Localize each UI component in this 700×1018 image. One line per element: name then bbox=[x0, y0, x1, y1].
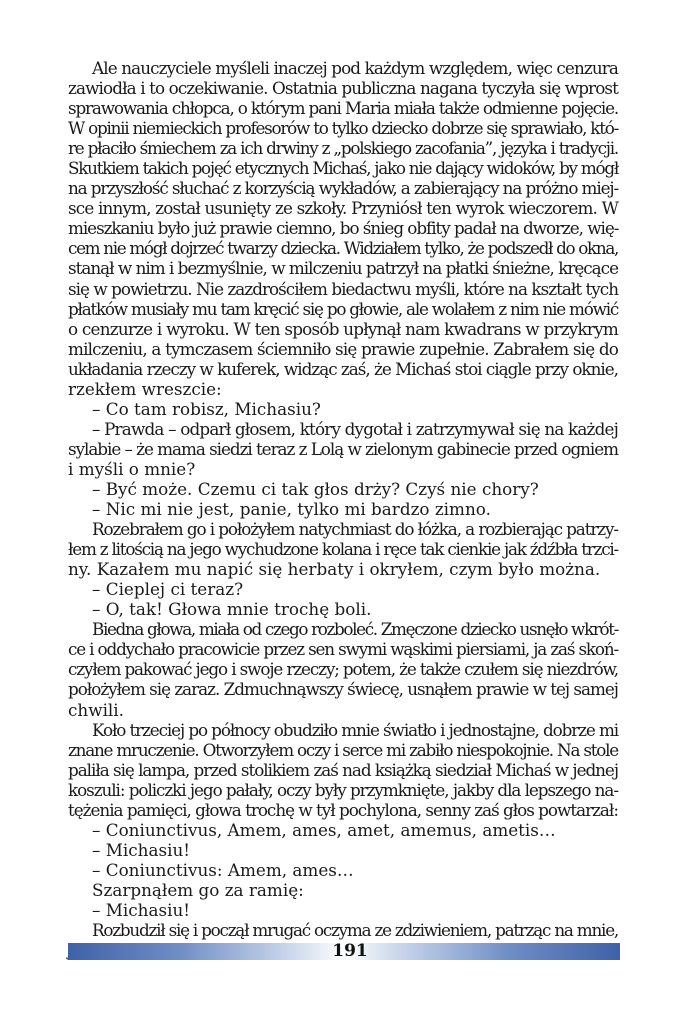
text-line: stanął w nim i bezmyślnie, w milczeniu patrzył na płatki śnieżne, kręcące bbox=[68, 258, 618, 279]
text-line: paliła się lampa, przed stolikiem zaś nad książką siedział Michaś w jednej bbox=[68, 759, 618, 780]
text-line: chwili. bbox=[68, 699, 125, 720]
page-number: 191 bbox=[332, 941, 368, 961]
text-line: mieszkaniu było już prawie ciemno, bo śnieg obfity padał na dworze, wię- bbox=[68, 218, 619, 239]
text-line: Rozebrałem go i położyłem natychmiast do łóżka, a rozbierając patrzy- bbox=[92, 519, 618, 540]
text-line: na przyszłość słuchać z korzyścią wykładów, a zabierający na próżno miej- bbox=[68, 178, 618, 199]
text-line: układania rzeczy w kuferek, widząc zaś, że Michaś stoi ciągle przy oknie, bbox=[68, 358, 618, 379]
text-line: – Co tam robisz, Michasiu? bbox=[92, 398, 321, 419]
text-line: o cenzurze i wyroku. W ten sposób upłynął nam kwadrans w przykrym bbox=[68, 318, 619, 339]
text-line: tężenia pamięci, głowa trochę w tył pochylona, senny zaś głos powtarzał: bbox=[68, 799, 618, 820]
text-line: ce i oddychało pracowicie przez sen swymi wąskimi piersiami, ja zaś skoń- bbox=[68, 639, 619, 660]
text-line: Skutkiem takich pojęć etycznych Michaś, jako nie dający widoków, by mógł bbox=[68, 158, 619, 179]
text-line: – Coniunctivus, Amem, ames, amet, amemus, ametis… bbox=[92, 819, 556, 840]
text-line: położyłem się zaraz. Zdmuchnąwszy świecę, usnąłem prawie w tej samej bbox=[68, 679, 618, 700]
text-line: – Michasiu! bbox=[92, 839, 191, 860]
text-line: płatków musiały mu tam kręcić się po głowie, ale wolałem z nim nie mówić bbox=[68, 298, 619, 319]
text-line: Koło trzeciej po północy obudziło mnie światło i jednostajne, dobrze mi bbox=[92, 719, 619, 740]
text-line: łem z litością na jego wychudzone kolana i ręce tak cienkie jak źdźbła trzci- bbox=[68, 539, 618, 560]
text-line: – Coniunctivus: Amem, ames… bbox=[92, 859, 354, 880]
text-line: – O, tak! Głowa mnie trochę boli. bbox=[92, 599, 372, 620]
text-line: – Cieplej ci teraz? bbox=[92, 579, 244, 600]
text-line: cem nie mógł dojrzeć twarzy dziecka. Widziałem tylko, że podszedł do okna, bbox=[68, 238, 619, 259]
body-text bbox=[68, 58, 618, 960]
text-line: zawiodła i to oczekiwanie. Ostatnia publiczna nagana tyczyła się wprost bbox=[68, 78, 618, 99]
text-line: – Być może. Czemu ci tak głos drży? Czyś nie chory? bbox=[92, 478, 539, 499]
text-line: W opinii niemieckich profesorów to tylko dziecko dobrze się sprawiało, któ- bbox=[68, 118, 618, 139]
text-line: – Michasiu! bbox=[92, 899, 191, 920]
text-line: – Nic mi nie jest, panie, tylko mi bardzo zimno. bbox=[92, 499, 491, 520]
text-line: ny. Kazałem mu napić się herbaty i okryłem, czym było można. bbox=[68, 559, 601, 580]
text-line: i myśli o mnie? bbox=[68, 458, 196, 479]
text-line: czyłem pakować jego i swoje rzeczy; potem, że także czułem się niezdrów, bbox=[68, 659, 618, 680]
text-line: Biedna głowa, miała od czego rozboleć. Zmęczone dziecko usnęło wkrót- bbox=[92, 619, 618, 640]
text-line: re płaciło śmiechem za ich drwiny z „polskiego zacofania”, języka i tradycji. bbox=[68, 138, 618, 159]
text-line: – Prawda – odparł głosem, który dygotał i zatrzymywał się na każdej bbox=[92, 418, 618, 439]
text-line: rzekłem wreszcie: bbox=[68, 378, 222, 399]
text-line: znane mruczenie. Otworzyłem oczy i serce mi zabiło niespokojnie. Na stole bbox=[68, 739, 618, 760]
text-line: się w powietrzu. Nie zazdrościłem biedactwu myśli, które na kształt tych bbox=[68, 278, 619, 299]
text-line: Szarpnąłem go za ramię: bbox=[92, 879, 304, 900]
text-line: Rozbudził się i począł mrugać oczyma ze zdziwieniem, patrząc na mnie, bbox=[92, 920, 619, 941]
text-line: koszuli: policzki jego pałały, oczy były przymknięte, jakby dla lepszego na- bbox=[68, 779, 618, 800]
text-line: milczeniu, a tymczasem ściemniło się prawie zupełnie. Zabrałem się do bbox=[68, 338, 619, 359]
text-line: sylabie – że mama siedzi teraz z Lolą w zielonym gabinecie przed ogniem bbox=[68, 438, 619, 459]
text-line: sprawowania chłopca, o którym pani Maria miała także odmienne pojęcie. bbox=[68, 98, 619, 119]
text-line: sce innym, został usunięty ze szkoły. Przyniósł ten wyrok wieczorem. W bbox=[68, 198, 618, 219]
text-line: Ale nauczyciele myśleli inaczej pod każdym względem, więc cenzura bbox=[92, 58, 619, 78]
